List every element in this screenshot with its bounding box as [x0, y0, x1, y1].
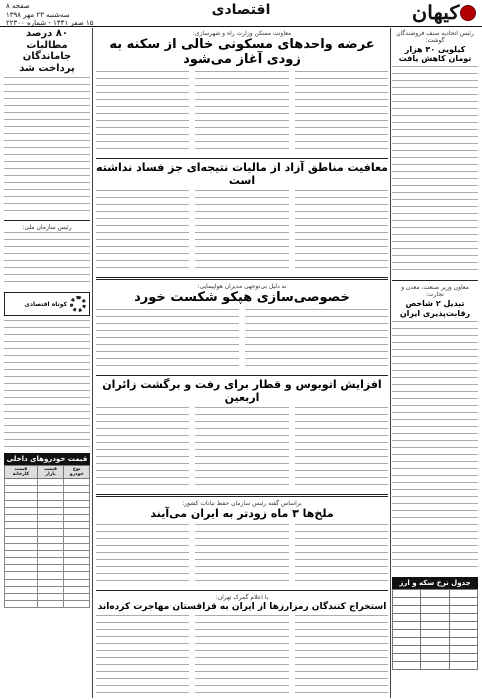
- story-headline: ۸۰ درصد مطالبات جاماندگان پرداخت شد: [19, 28, 75, 74]
- story-kicker: معاونت مسکن وزارت راه و شهرسازی:: [192, 30, 292, 37]
- story-body: [295, 190, 388, 274]
- crypto-story: [96, 594, 388, 698]
- divider: [96, 590, 388, 591]
- hesco-story: [96, 283, 388, 372]
- logo: [411, 0, 476, 26]
- table-row: [5, 550, 90, 557]
- story-body: [96, 407, 189, 491]
- arbaeen-story: [96, 379, 388, 491]
- table-row: [5, 572, 90, 579]
- table-row: [393, 605, 478, 613]
- column-header: قیمت کارخانه: [5, 466, 38, 479]
- table-row: [393, 597, 478, 605]
- story-kicker: به دلیل بی‌توجهی مدیران هواپیمایی:: [197, 283, 287, 291]
- table-row: [393, 653, 478, 661]
- story-headline: استخراج کنندگان رمزارزها از ایران به قزاقستان مهاجرت کرده‌اند: [97, 602, 387, 613]
- story-body: [295, 71, 388, 155]
- story-body: [96, 524, 189, 587]
- table-row: [5, 579, 90, 586]
- table-row: [5, 479, 90, 486]
- story-body: [4, 320, 90, 453]
- story-body: [4, 232, 90, 288]
- story-body: [392, 321, 478, 573]
- table-row: [5, 514, 90, 521]
- coin-currency-table: [392, 589, 478, 670]
- story-body: [195, 71, 288, 155]
- story-body: [295, 615, 388, 698]
- table-row: [5, 536, 90, 543]
- table-row: [393, 629, 478, 637]
- table-row: [5, 500, 90, 507]
- table-row: [393, 589, 478, 597]
- free-zones-story: [96, 162, 388, 274]
- story-headline: کیلویی ۳۰ هزار تومان کاهش یافت: [398, 45, 472, 64]
- logo-text: کیهان: [411, 2, 460, 24]
- story-kicker: با اعلام گمرک تهران:: [215, 594, 269, 602]
- arrears-story: [4, 28, 90, 217]
- divider: [392, 280, 478, 281]
- story-body: [96, 309, 239, 372]
- locust-story: [96, 500, 388, 587]
- table-row: [5, 594, 90, 601]
- table-row: [5, 565, 90, 572]
- column-header: نوع خودرو: [64, 466, 90, 479]
- meat-price-story: [392, 30, 478, 276]
- section-title: اقتصادی: [211, 2, 271, 18]
- car-price-table: [4, 465, 90, 608]
- table-header-row: [5, 466, 90, 479]
- table-row: [393, 621, 478, 629]
- table-row: [393, 661, 478, 669]
- table-row: [5, 558, 90, 565]
- briefs-badge: [4, 292, 90, 316]
- column-rule: [92, 28, 93, 698]
- story-headline: عرضه واحدهای مسکونی خالی از سکنه به زودی آغاز می‌شود: [109, 37, 375, 67]
- story-body: [245, 309, 388, 372]
- badge-text: کوتاه اقتصادی: [24, 300, 67, 308]
- story-headline: تبدیل ۲ شاخص رقابت‌پذیری ایران: [399, 299, 471, 318]
- story-body: [195, 524, 288, 587]
- story-body: [96, 71, 189, 155]
- story-body: [195, 615, 288, 698]
- divider: [4, 220, 90, 221]
- story-body: [195, 190, 288, 274]
- car-price-table-title: قیمت خودروهای داخلی: [4, 453, 90, 465]
- story-kicker: براساس گفته رئیس سازمان حفظ نباتات کشور:: [182, 500, 302, 508]
- story-kicker: رئیس سازمان ملی:: [22, 224, 72, 231]
- coin-table-title: جدول نرخ سکه و ارز: [392, 577, 478, 589]
- divider: [96, 158, 388, 159]
- story-headline: خصوصی‌سازی هپکو شکست خورد: [134, 290, 350, 306]
- date-line-1: سه‌شنبه ۲۳ مهر ۱۳۹۸: [6, 10, 70, 19]
- dateline: [6, 2, 126, 28]
- date-line-2: ۱۵ صفر ۱۴۴۱ - شماره ۲۲۳۰۰: [6, 19, 94, 27]
- competitiveness-story: [392, 284, 478, 572]
- economic-briefs: [4, 224, 90, 453]
- story-headline: معافیت مناطق آزاد از مالیات نتیجه‌ای جز فساد نداشته است: [96, 160, 388, 187]
- column-header: قیمت بازار: [37, 466, 64, 479]
- story-body: [392, 66, 478, 276]
- story-kicker: معاون وزیر صنعت، معدن و تجارت:: [401, 284, 469, 299]
- column-rule: [390, 28, 391, 698]
- story-headline: افزایش اتوبوس و قطار برای رفت و برگشت زائران اربعین: [102, 378, 382, 404]
- lead-story: [96, 30, 388, 155]
- table-row: [5, 493, 90, 500]
- story-body: [295, 524, 388, 587]
- story-body: [295, 407, 388, 491]
- gear-icon: [70, 296, 86, 312]
- table-row: [393, 637, 478, 645]
- story-body: [195, 407, 288, 491]
- table-row: [5, 529, 90, 536]
- table-row: [5, 522, 90, 529]
- masthead: [0, 0, 482, 27]
- main-column: [96, 28, 388, 698]
- logo-emblem-icon: [460, 5, 476, 21]
- table-row: [393, 645, 478, 653]
- story-body: [4, 77, 90, 217]
- table-row: [5, 586, 90, 593]
- left-column: [4, 28, 90, 698]
- table-row: [5, 601, 90, 608]
- table-row: [5, 543, 90, 550]
- story-body: [96, 190, 189, 274]
- right-column: [392, 28, 478, 698]
- table-row: [5, 486, 90, 493]
- story-body: [96, 615, 189, 698]
- divider: [96, 494, 388, 497]
- divider: [96, 375, 388, 376]
- divider: [96, 277, 388, 280]
- table-row: [393, 613, 478, 621]
- story-kicker: رئیس اتحادیه صنف فروشندگان گوشت:: [396, 30, 474, 44]
- table-row: [5, 507, 90, 514]
- story-headline: ملخ‌ها ۳ ماه زودتر به ایران می‌آیند: [150, 507, 334, 521]
- page-number: صفحه ۸: [6, 2, 30, 10]
